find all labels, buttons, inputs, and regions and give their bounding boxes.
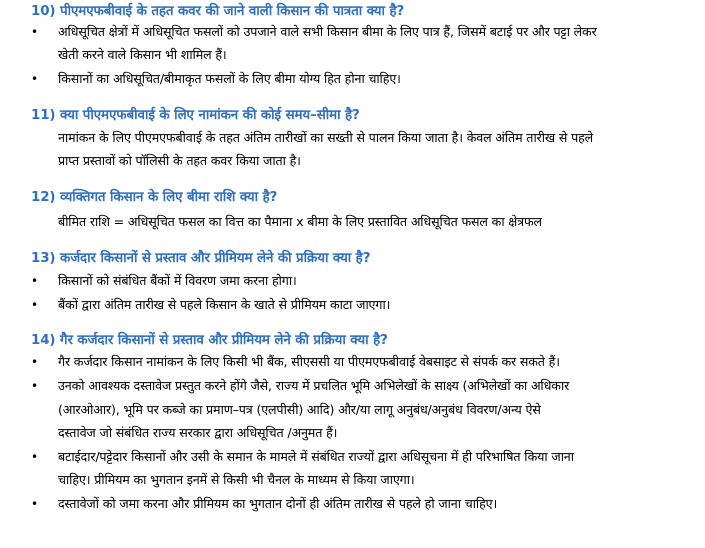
q14-bullet2-line2: (आरओआर), भूमि पर कब्जे का प्रमाण–पत्र (एलपीसी) आदि) और/या लागू अनुबंध/अनुबंध विवरण/अन्य ऐसे bbox=[58, 402, 541, 417]
q13-bullet1: किसानों को संबंधित बैंकों में विवरण जमा करना होगा। bbox=[58, 273, 297, 288]
question-12-heading: 12) व्यक्तिगत किसान के लिए बीमा राशि क्या है? bbox=[31, 190, 278, 205]
bullet-marker: • bbox=[31, 298, 39, 312]
q11-line1: नामांकन के लिए पीएमएफबीवाई के तहत अंतिम तारीखों का सख्ती से पालन किया जाता है। केवल अंतिम तारीख से पहले bbox=[58, 130, 594, 145]
q14-bullet1: गैर कर्जदार किसान नामांकन के लिए किसी भी बैंक, सीएससी या पीएमएफबीवाई वेबसाइट से संपर्क कर सकते हैं। bbox=[58, 354, 560, 369]
q14-bullet2-line1: उनको आवश्यक दस्तावेज प्रस्तुत करने होंगे जैसे, राज्य में प्रचलित भूमि अभिलेखों के साक्ष्य (अभिलेखों का अधिकार bbox=[58, 378, 570, 393]
q10-bullet2: किसानों का अधिसूचित/बीमाकृत फसलों के लिए बीमा योग्य हित होना चाहिए। bbox=[58, 71, 401, 86]
bullet-marker: • bbox=[31, 379, 39, 393]
q12-line1: बीमित राशि = अधिसूचित फसल का वित्त का पैमाना x बीमा के लिए प्रस्तावित अधिसूचित फसल का क्षेत्रफल bbox=[58, 214, 542, 229]
q14-bullet3-line1: बटाईदार/पट्टेदार किसानों और उसी के समान के मामले में संबंधित राज्यों द्वारा अधिसूचना में ही परिभाषित किया जाना bbox=[58, 449, 574, 464]
bullet-marker: • bbox=[31, 25, 39, 39]
q14-bullet3-line2: चाहिए। प्रीमियम का भुगतान इनमें से किसी भी चैनल के माध्यम से किया जाएगा। bbox=[58, 472, 415, 487]
question-10-heading: 10) पीएमएफबीवाई के तहत कवर की जाने वाली किसान की पात्रता क्या है? bbox=[31, 4, 405, 19]
question-14-heading: 14) गैर कर्जदार किसानों से प्रस्ताव और प्रीमियम लेने की प्रक्रिया क्या है? bbox=[31, 333, 388, 348]
q14-bullet4: दस्तावेजों को जमा करना और प्रीमियम का भुगतान दोनों ही अंतिम तारीख से पहले हो जाना चाहिए। bbox=[58, 496, 498, 511]
bullet-marker: • bbox=[31, 497, 39, 511]
q10-bullet1-line1: अधिसूचित क्षेत्रों में अधिसूचित फसलों को उपजाने वाले सभी किसान बीमा के लिए पात्र हैं, जिसमें बटाई पर और पट्टा लेकर bbox=[58, 24, 597, 39]
q10-bullet1-line2: खेती करने वाले किसान भी शामिल हैं। bbox=[58, 47, 227, 62]
bullet-marker: • bbox=[31, 274, 39, 288]
q13-bullet2: बैंकों द्वारा अंतिम तारीख से पहले किसान के खाते से प्रीमियम काटा जाएगा। bbox=[58, 297, 391, 312]
q11-line2: प्राप्त प्रस्तावों को पॉलिसी के तहत कवर किया जाता है। bbox=[58, 153, 301, 168]
question-13-heading: 13) कर्जदार किसानों से प्रस्ताव और प्रीमियम लेने की प्रक्रिया क्या है? bbox=[31, 251, 371, 266]
bullet-marker: • bbox=[31, 355, 39, 369]
question-11-heading: 11) क्या पीएमएफबीवाई के लिए नामांकन की कोई समय–सीमा है? bbox=[31, 108, 360, 123]
q14-bullet2-line3: दस्तावेज जो संबंधित राज्य सरकार द्वारा अधिसूचित /अनुमत हैं। bbox=[58, 425, 338, 440]
bullet-marker: • bbox=[31, 450, 39, 464]
bullet-marker: • bbox=[31, 72, 39, 86]
